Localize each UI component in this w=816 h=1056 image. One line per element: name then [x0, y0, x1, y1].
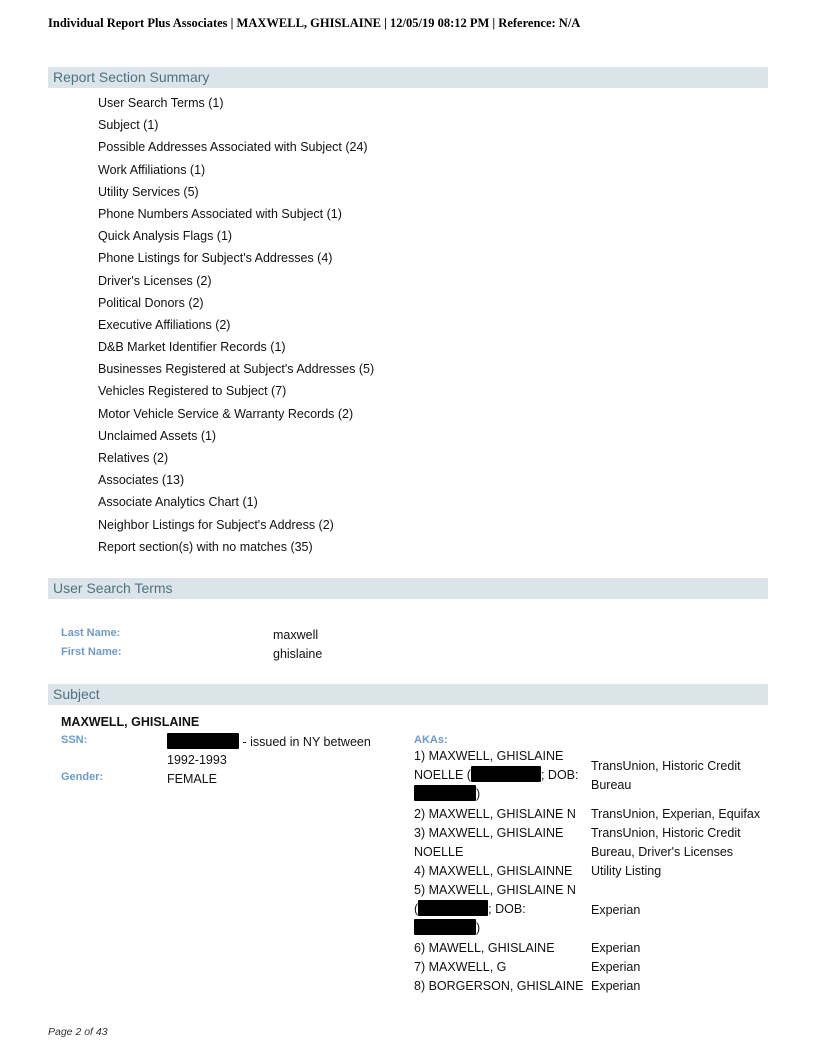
first-name-label: First Name:: [61, 646, 122, 658]
aka-source: Utility Listing: [591, 864, 662, 878]
summary-item[interactable]: Phone Numbers Associated with Subject (1): [98, 206, 342, 221]
aka-source: Bureau: [591, 778, 632, 792]
redaction-block: [418, 900, 488, 916]
last-name-label: Last Name:: [61, 627, 121, 639]
summary-item[interactable]: Executive Affiliations (2): [98, 317, 231, 332]
report-header: Individual Report Plus Associates | MAXWELL, GHISLAINE | 12/05/19 08:12 PM | Reference: N/A: [48, 16, 581, 30]
aka-source: TransUnion, Historic Credit: [591, 826, 741, 840]
first-name-value: ghislaine: [273, 647, 323, 661]
summary-item[interactable]: Quick Analysis Flags (1): [98, 229, 233, 244]
summary-item[interactable]: Possible Addresses Associated with Subject (24): [98, 140, 368, 155]
summary-item[interactable]: Political Donors (2): [98, 295, 204, 310]
summary-list: [98, 92, 374, 558]
redaction-block: [414, 785, 476, 801]
summary-item[interactable]: Driver's Licenses (2): [98, 273, 212, 288]
summary-item[interactable]: User Search Terms (1): [98, 96, 224, 110]
aka-name: 5) MAXWELL, GHISLAINE N: [414, 883, 576, 897]
aka-source: TransUnion, Historic Credit: [591, 759, 741, 773]
summary-item[interactable]: Associates (13): [98, 473, 185, 488]
summary-item[interactable]: Unclaimed Assets (1): [98, 428, 217, 443]
ssn-value: [167, 733, 371, 749]
gender-label: Gender:: [61, 771, 104, 783]
aka-name: ( ; DOB:: [414, 902, 526, 916]
gender-value: FEMALE: [167, 772, 218, 786]
last-name-value: maxwell: [273, 628, 319, 642]
aka-name: ): [414, 785, 480, 804]
summary-item[interactable]: Utility Services (5): [98, 184, 199, 199]
summary-item[interactable]: Work Affiliations (1): [98, 162, 206, 177]
aka-source: Experian: [591, 903, 641, 917]
summary-item[interactable]: Report section(s) with no matches (35): [98, 539, 313, 554]
summary-item[interactable]: D&B Market Identifier Records (1): [98, 340, 286, 355]
aka-source: TransUnion, Experian, Equifax: [591, 807, 761, 821]
ssn-years: 1992-1993: [167, 753, 227, 767]
page-number: Page 2 of 43: [48, 1026, 108, 1038]
aka-name: 4) MAXWELL, GHISLAINNE: [414, 864, 573, 878]
redaction-block: [414, 919, 476, 935]
aka-name: 8) BORGERSON, GHISLAINE: [414, 979, 584, 993]
ssn-label: SSN:: [61, 734, 88, 746]
redaction-block: [471, 766, 541, 782]
aka-name: 1) MAXWELL, GHISLAINE: [414, 749, 564, 763]
subject-name: MAXWELL, GHISLAINE: [61, 715, 200, 729]
summary-item[interactable]: Businesses Registered at Subject's Addresses (5): [98, 362, 375, 377]
ssn-issued-text: - issued in NY between: [242, 735, 371, 749]
summary-item[interactable]: Subject (1): [98, 118, 159, 133]
summary-item[interactable]: Phone Listings for Subject's Addresses (4): [98, 251, 333, 266]
summary-item[interactable]: Relatives (2): [98, 451, 169, 465]
section-heading-search-terms: User Search Terms: [48, 578, 768, 599]
aka-name: NOELLE: [414, 845, 464, 859]
akas-label: AKAs:: [414, 734, 448, 746]
section-heading-summary: Report Section Summary: [48, 67, 768, 88]
redaction-block: [167, 733, 239, 749]
section-heading-subject: Subject: [48, 684, 768, 705]
aka-name: 7) MAXWELL, G: [414, 960, 507, 974]
summary-item[interactable]: Associate Analytics Chart (1): [98, 495, 258, 510]
aka-name: 6) MAWELL, GHISLAINE: [414, 941, 555, 955]
aka-name: 2) MAXWELL, GHISLAINE N: [414, 807, 576, 821]
aka-source: Experian: [591, 941, 641, 955]
summary-item[interactable]: Vehicles Registered to Subject (7): [98, 384, 287, 399]
aka-name: ): [414, 919, 480, 938]
aka-source: Bureau, Driver's Licenses: [591, 845, 734, 859]
summary-item[interactable]: Motor Vehicle Service & Warranty Records (2): [98, 406, 354, 421]
aka-name: NOELLE ( ; DOB:: [414, 768, 579, 782]
aka-source: Experian: [591, 979, 641, 993]
summary-item[interactable]: Neighbor Listings for Subject's Address (2): [98, 517, 334, 532]
aka-name: 3) MAXWELL, GHISLAINE: [414, 826, 564, 840]
aka-source: Experian: [591, 960, 641, 974]
